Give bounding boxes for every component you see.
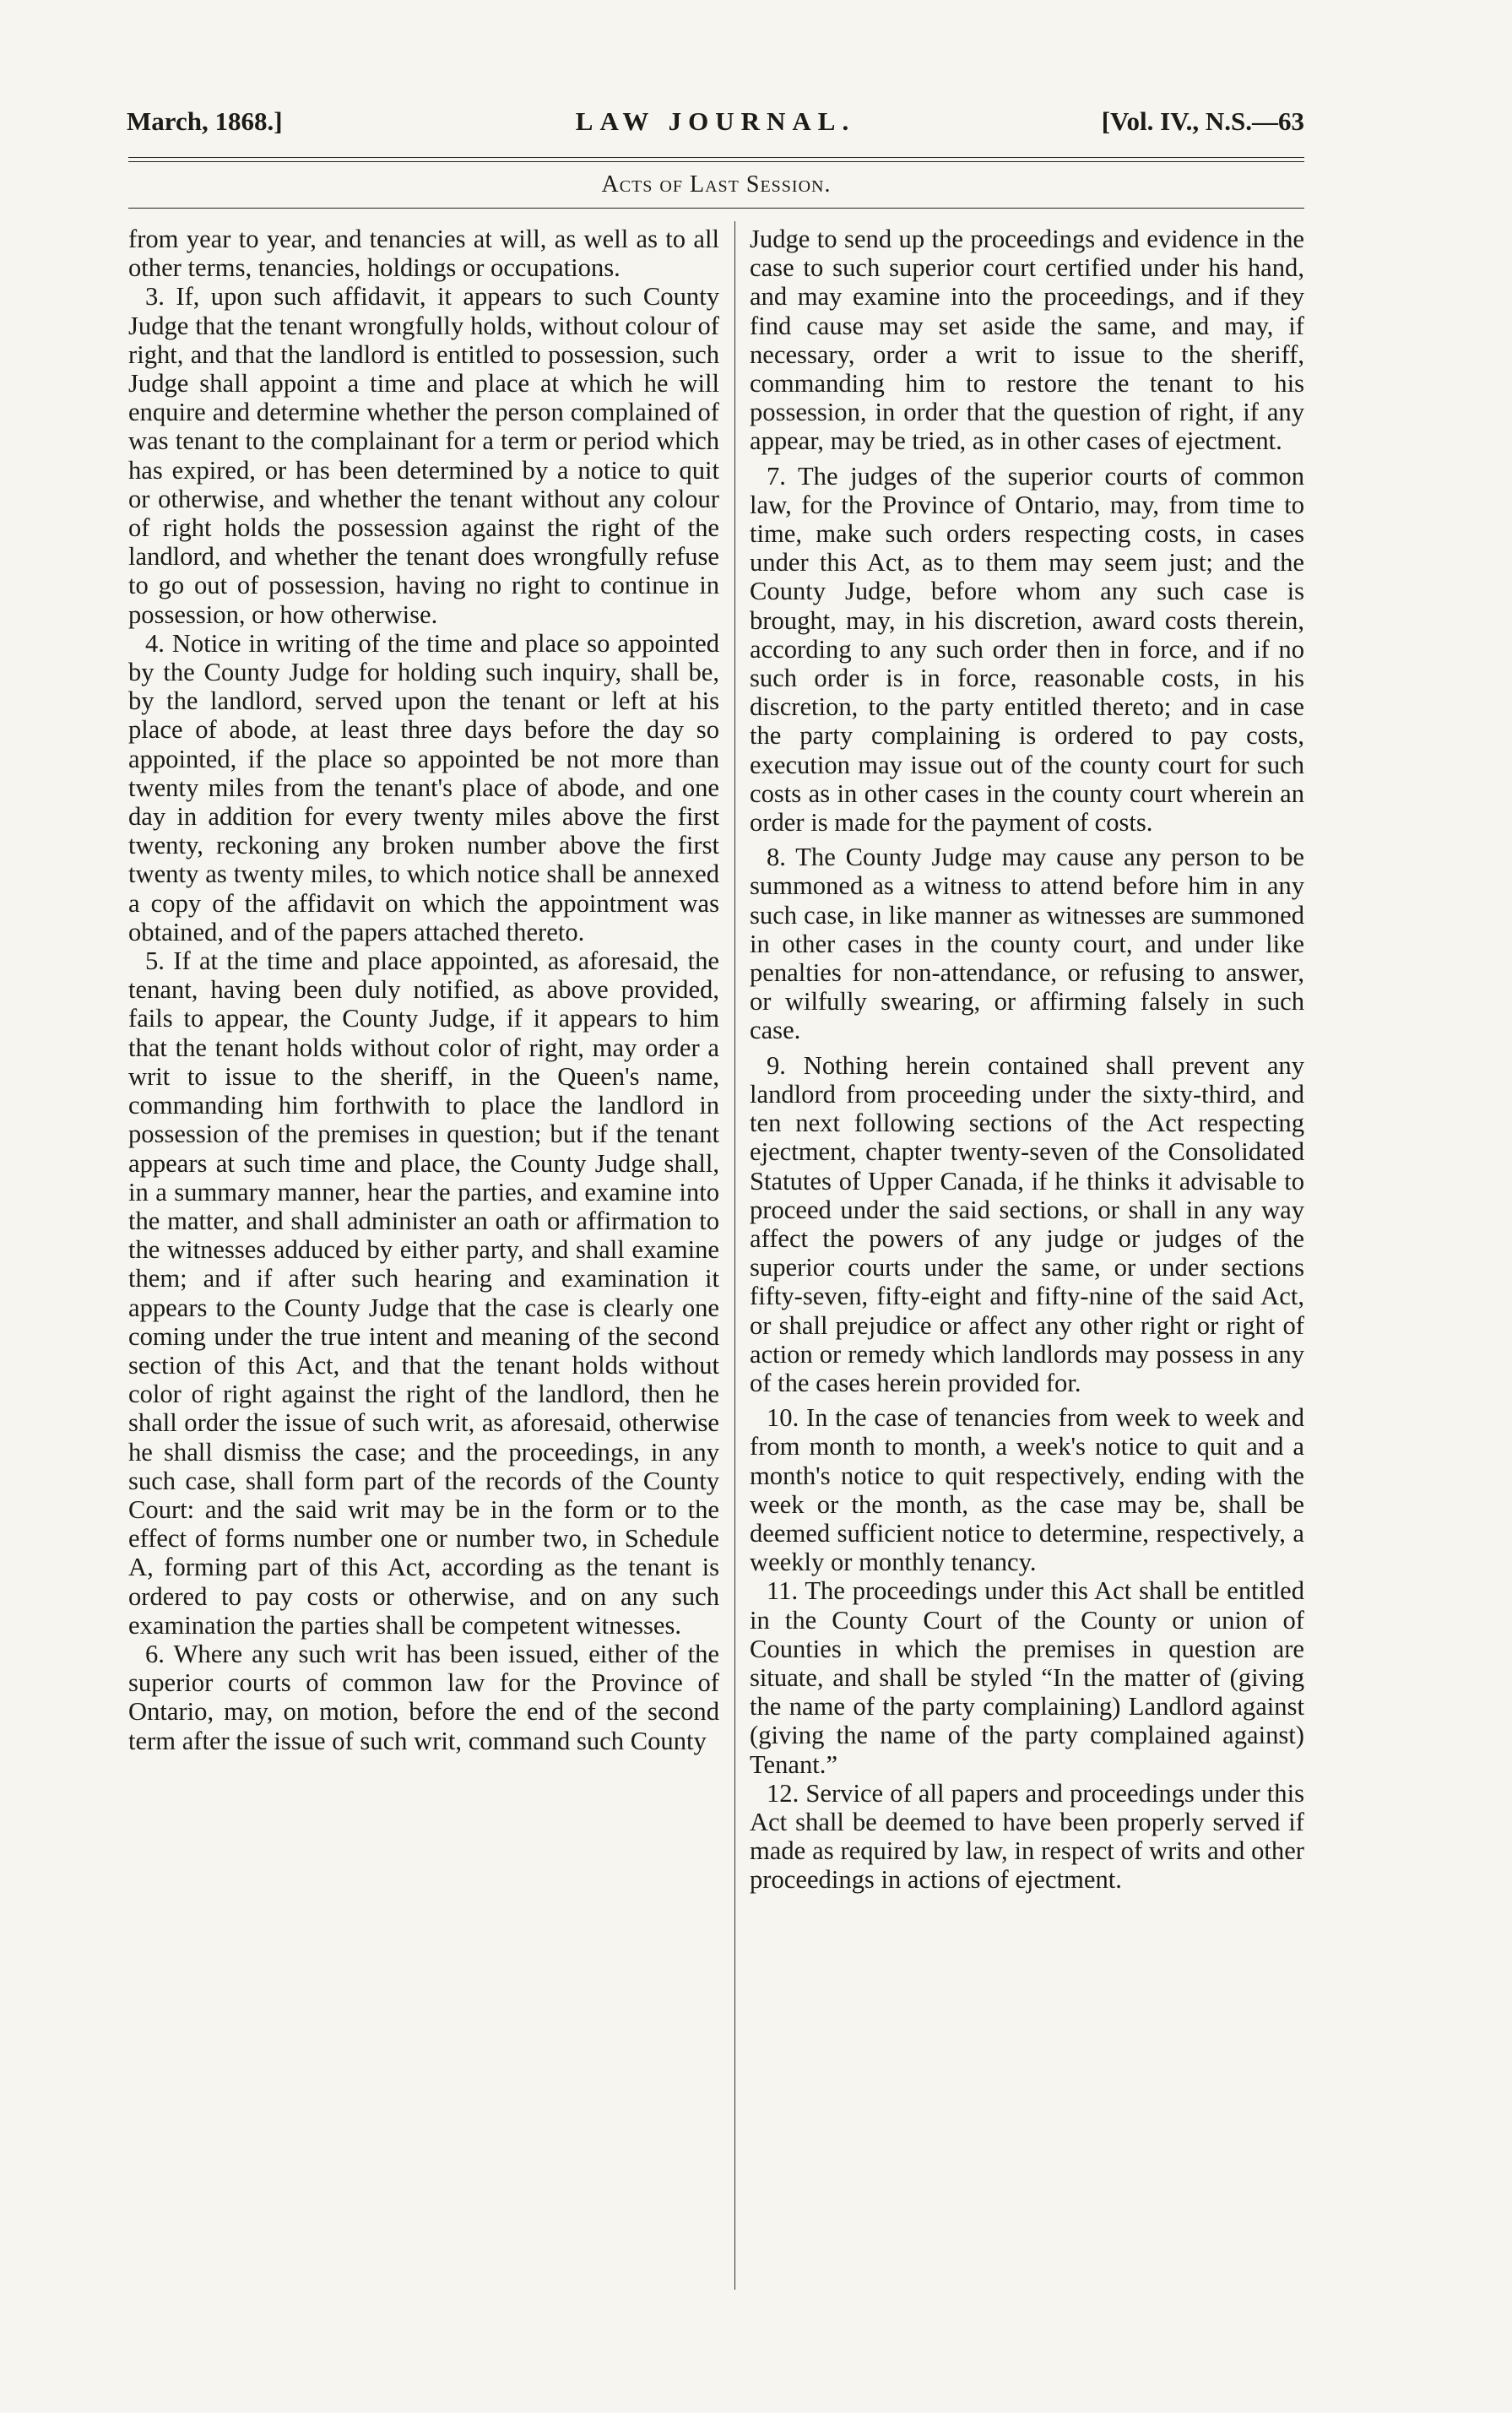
left-column [128, 225, 719, 1755]
section-8-paragraph: 8. The County Judge may cause any person to be summoned as a witness to attend before him in any such case, in like manner as witnesses are summoned in other cases in the county court, and under like penalties for non-attendance, or refusing to answer, or wilfully swearing, or affirming falsely in such case. [750, 843, 1304, 1045]
volume-page-number: [Vol. IV., N.S.—63 [1101, 106, 1304, 136]
section-11-paragraph: 11. The proceedings under this Act shall be entitled in the County Court of the County or union of Counties in which the premises in question are situate, and shall be styled “In the matter of (giving the name of the party complaining) Landlord against (giving the name of the party complained against) Tenant.” [750, 1576, 1304, 1779]
section-4-paragraph: 4. Notice in writing of the time and place so appointed by the County Judge for holding such inquiry, shall be, by the landlord, served upon the tenant or left at his place of abode, at least three days before the day so appointed, if the place so appointed be not more than twenty miles from the tenant's place of abode, and one day in addition for every twenty miles above the first twenty, reckoning any broken number above the first twenty as twenty miles, to which notice shall be annexed a copy of the affidavit on which the appointment was obtained, and of the papers attached thereto. [128, 628, 719, 946]
section-7-paragraph: 7. The judges of the superior courts of common law, for the Province of Ontario, may, from time to time, make such orders respecting costs, in cases under this Act, as to them may seem just; and the County Judge, before whom any such case is brought, may, in his discretion, award costs therein, according to any such order then in force, and if no such order is in force, reasonable costs, in his discretion, to the party entitled thereto; and in case the party complaining is ordered to pay costs, execution may issue out of the county court for such costs as in other cases in the county court wherein an order is made for the payment of costs. [750, 461, 1304, 838]
right-column [750, 225, 1304, 1895]
paragraph: from year to year, and tenancies at will, as well as to all other terms, tenancies, holdings or occupations. [128, 225, 719, 283]
header-rule-bottom [128, 161, 1304, 162]
paragraph: Judge to send up the proceedings and evidence in the case to such superior court certified under his hand, and may examine into the proceedings, and if they find cause may set aside the same, and may, if necessary, order a writ to issue to the sheriff, commanding him to restore the tenant to his possession, in order that the question of right, if any appear, may be tried, as in other cases of ejectment. [750, 225, 1304, 456]
section-title: Acts of Last Session. [601, 171, 832, 198]
section-6-paragraph: 6. Where any such writ has been issued, either of the superior courts of common law for the Province of Ontario, may, on motion, before the end of the second term after the issue of such writ, command such County [128, 1639, 719, 1755]
column-divider [734, 221, 735, 2290]
section-3-paragraph: 3. If, upon such affidavit, it appears to such County Judge that the tenant wrongfully holds, without colour of right, and that the landlord is entitled to possession, such Judge shall appoint a time and place at which he will enquire and determine whether the person complained of was tenant to the complainant for a term or period which has expired, or has been determined by a notice to quit or otherwise, and whether the tenant without any colour of right holds the possession against the right of the landlord, and whether the tenant does wrongfully refuse to go out of possession, having no right to continue in possession, or how otherwise. [128, 282, 719, 629]
running-head [127, 106, 1304, 145]
section-10-paragraph: 10. In the case of tenancies from week to week and from month to month, a week's notice to quit and a month's notice to quit respectively, ending with the week or the month, as the case may be, shall be deemed sufficient notice to determine, respectively, a weekly or monthly tenancy. [750, 1403, 1304, 1577]
section-rule [128, 208, 1304, 209]
section-12-paragraph: 12. Service of all papers and proceedings under this Act shall be deemed to have been properly served if made as required by law, in respect of writs and other proceedings in actions of ejectment. [750, 1778, 1304, 1895]
header-rule-top [128, 157, 1304, 158]
section-5-paragraph: 5. If at the time and place appointed, as aforesaid, the tenant, having been duly notified, as above provided, fails to appear, the County Judge, if it appears to him that the tenant holds without color of right, may order a writ to issue to the sheriff, in the Queen's name, commanding him forthwith to place the landlord in possession of the premises in question; but if the tenant appears at such time and place, the County Judge shall, in a summary manner, hear the parties, and examine into the matter, and shall administer an oath or affirmation to the witnesses adduced by either party, and shall examine them; and if after such hearing and examination it appears to the County Judge that the case is clearly one coming under the true intent and meaning of the second section of this Act, and that the tenant holds without color of right against the right of the landlord, then he shall order the issue of such writ, as aforesaid, otherwise he shall dismiss the case; and the proceedings, in any such case, shall form part of the records of the County Court: and the said writ may be in the form or to the effect of forms number one or number two, in Schedule A, forming part of this Act, according as the tenant is ordered to pay costs or otherwise, and on any such examination the parties shall be competent witnesses. [128, 946, 719, 1640]
journal-title: LAW JOURNAL. [575, 106, 856, 136]
issue-date: March, 1868.] [127, 106, 283, 136]
section-9-paragraph: 9. Nothing herein contained shall prevent any landlord from proceeding under the sixty-third, and ten next following sections of the Act respecting ejectment, chapter twenty-seven of the Consolidated Statutes of Upper Canada, if he thinks it advisable to proceed under the said sections, or shall in any way affect the powers of any judge or judges of the superior courts under the same, or under sections fifty-seven, fifty-eight and fifty-nine of the said Act, or shall prejudice or affect any other right or right of action or remedy which landlords may possess in any of the cases herein provided for. [750, 1050, 1304, 1397]
